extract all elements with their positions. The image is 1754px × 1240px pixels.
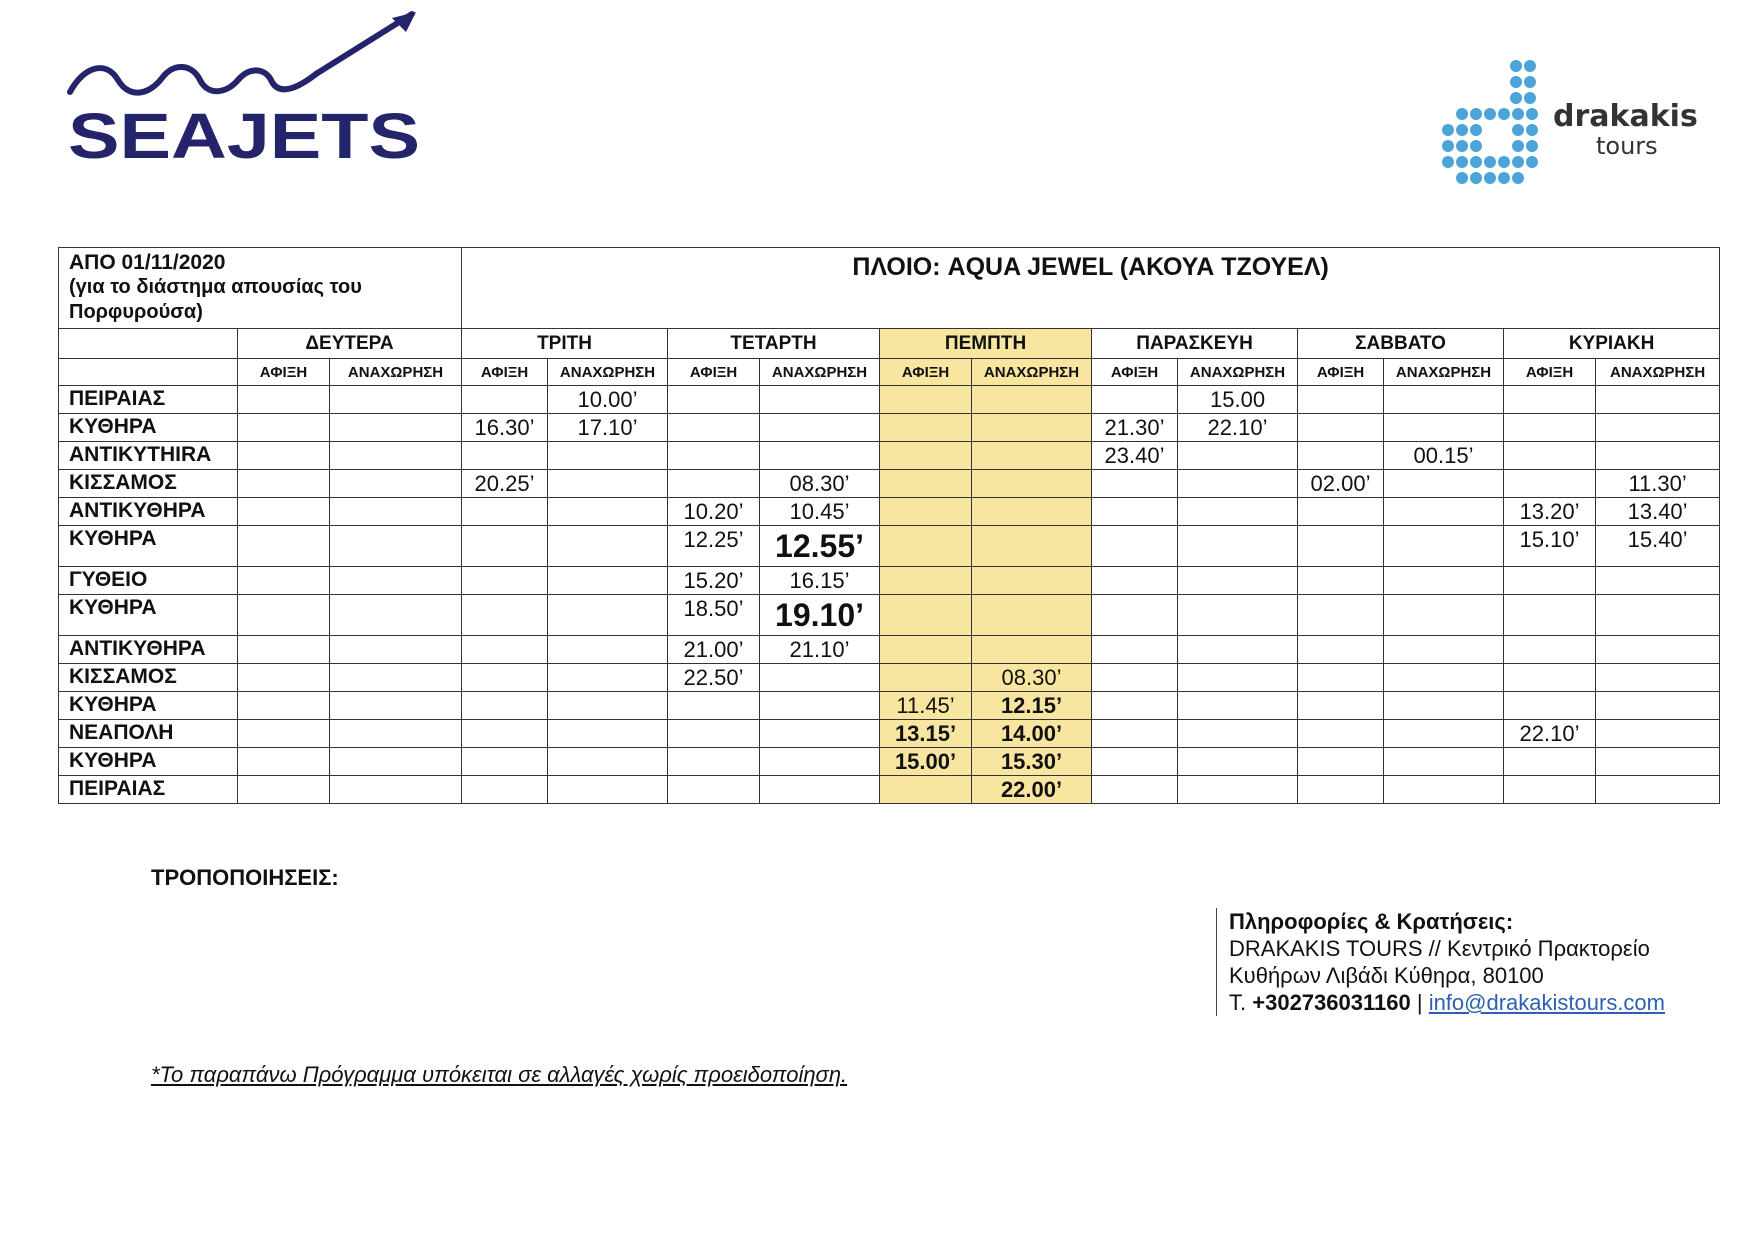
arrival-time-cell: [1092, 748, 1178, 776]
departure-time-cell: [330, 720, 462, 748]
arrival-time-cell: [238, 748, 330, 776]
departure-time-cell: [760, 776, 880, 804]
arrival-time-cell: [880, 470, 972, 498]
arrival-time-cell: [880, 498, 972, 526]
arrival-time-cell: [238, 664, 330, 692]
departure-time-cell: [1384, 692, 1504, 720]
arrival-time-cell: [668, 386, 760, 414]
contact-block: [1216, 908, 1665, 1016]
arrival-time-cell: [880, 442, 972, 470]
arrival-time-cell: [880, 595, 972, 636]
departure-time-cell: [1596, 442, 1720, 470]
day-header: ΠΕΜΠΤΗ: [880, 329, 1092, 359]
arrival-time-cell: [668, 692, 760, 720]
departure-time-cell: [1178, 470, 1298, 498]
departure-time-cell: [548, 567, 668, 595]
arrival-time-cell: [1298, 664, 1384, 692]
arrival-time-cell: [238, 776, 330, 804]
port-name: ΚΥΘΗΡΑ: [59, 748, 238, 776]
schedule-info: [59, 248, 462, 329]
arrival-time-cell: [238, 470, 330, 498]
departure-time-cell: [1596, 386, 1720, 414]
departure-time-cell: [1178, 442, 1298, 470]
subheader-row: [59, 359, 1720, 386]
departure-time-cell: 12.55’: [760, 526, 880, 567]
modifications-label: ΤΡΟΠΟΠΟΙΗΣΕΙΣ:: [151, 865, 339, 890]
arrival-time-cell: [880, 526, 972, 567]
arrival-time-cell: [1504, 776, 1596, 804]
departure-header: ΑΝΑΧΩΡΗΣΗ: [972, 359, 1092, 386]
arrival-time-cell: 15.20’: [668, 567, 760, 595]
departure-time-cell: 15.40’: [1596, 526, 1720, 567]
arrival-time-cell: 13.20’: [1504, 498, 1596, 526]
arrival-time-cell: [668, 776, 760, 804]
departure-time-cell: 17.10’: [548, 414, 668, 442]
departure-header: ΑΝΑΧΩΡΗΣΗ: [548, 359, 668, 386]
drakakis-logo-name: drakakis: [1553, 99, 1698, 134]
departure-time-cell: 10.45’: [760, 498, 880, 526]
arrival-time-cell: [1298, 567, 1384, 595]
arrival-time-cell: [1504, 567, 1596, 595]
table-row: [59, 442, 1720, 470]
ship-title: ΠΛΟΙΟ: AQUA JEWEL (ΑΚΟΥΑ ΤΖΟΥΕΛ): [462, 248, 1720, 329]
arrival-time-cell: 15.10’: [1504, 526, 1596, 567]
arrival-time-cell: [1298, 748, 1384, 776]
departure-time-cell: [760, 414, 880, 442]
departure-time-cell: 22.10’: [1178, 414, 1298, 442]
day-header: ΔΕΥΤΕΡΑ: [238, 329, 462, 359]
arrival-time-cell: [238, 567, 330, 595]
day-header-row: [59, 329, 1720, 359]
arrival-time-cell: [1298, 526, 1384, 567]
arrival-time-cell: [238, 442, 330, 470]
arrival-time-cell: [238, 414, 330, 442]
departure-time-cell: [330, 498, 462, 526]
departure-time-cell: [330, 442, 462, 470]
departure-time-cell: [1596, 720, 1720, 748]
port-name: ΚΥΘΗΡΑ: [59, 526, 238, 567]
arrival-time-cell: [462, 748, 548, 776]
arrival-time-cell: 15.00’: [880, 748, 972, 776]
arrival-time-cell: [462, 567, 548, 595]
arrival-time-cell: [238, 720, 330, 748]
arrival-header: ΑΦΙΞΗ: [668, 359, 760, 386]
departure-time-cell: [1596, 567, 1720, 595]
port-name: ΚΥΘΗΡΑ: [59, 414, 238, 442]
arrival-time-cell: 18.50’: [668, 595, 760, 636]
departure-time-cell: [1178, 498, 1298, 526]
schedule-note-line2: Πορφυρούσα): [69, 301, 203, 323]
departure-time-cell: [760, 692, 880, 720]
arrival-time-cell: [1298, 595, 1384, 636]
drakakis-tours-logo: [1438, 58, 1708, 188]
arrival-time-cell: 10.20’: [668, 498, 760, 526]
arrival-time-cell: [880, 636, 972, 664]
phone-prefix: T.: [1229, 990, 1247, 1015]
arrival-time-cell: [880, 567, 972, 595]
departure-time-cell: [1384, 720, 1504, 748]
departure-time-cell: 08.30’: [760, 470, 880, 498]
departure-time-cell: [1384, 664, 1504, 692]
departure-time-cell: [1384, 470, 1504, 498]
table-row: [59, 776, 1720, 804]
departure-time-cell: [1596, 664, 1720, 692]
table-row: [59, 692, 1720, 720]
arrival-time-cell: [462, 664, 548, 692]
departure-time-cell: [330, 636, 462, 664]
departure-time-cell: [972, 470, 1092, 498]
departure-time-cell: [330, 664, 462, 692]
header-row: [59, 248, 1720, 329]
departure-time-cell: [330, 386, 462, 414]
departure-time-cell: 13.40’: [1596, 498, 1720, 526]
arrival-time-cell: [1092, 720, 1178, 748]
departure-time-cell: [1596, 748, 1720, 776]
table-row: [59, 498, 1720, 526]
arrival-time-cell: [1298, 776, 1384, 804]
departure-time-cell: [1384, 595, 1504, 636]
disclaimer: *Το παραπάνω Πρόγραμμα υπόκειται σε αλλαγές χωρίς προειδοποίηση.: [151, 1062, 848, 1087]
port-name: ΚΥΘΗΡΑ: [59, 595, 238, 636]
departure-time-cell: [330, 414, 462, 442]
timetable: [58, 247, 1720, 804]
phone-number[interactable]: +302736031160: [1252, 990, 1411, 1015]
arrival-time-cell: [668, 720, 760, 748]
arrival-time-cell: [1504, 692, 1596, 720]
arrival-time-cell: [462, 442, 548, 470]
table-row: [59, 414, 1720, 442]
drakakis-logo-sub: tours: [1596, 132, 1658, 160]
departure-time-cell: [1596, 692, 1720, 720]
departure-time-cell: [760, 720, 880, 748]
departure-time-cell: [548, 526, 668, 567]
departure-time-cell: [1384, 526, 1504, 567]
schedule-note-line1: (για το διάστημα απουσίας του: [69, 276, 362, 298]
departure-time-cell: [972, 414, 1092, 442]
arrival-time-cell: [1092, 595, 1178, 636]
table-row: [59, 526, 1720, 567]
arrival-time-cell: [1504, 414, 1596, 442]
arrival-time-cell: [1092, 664, 1178, 692]
arrival-time-cell: 13.15’: [880, 720, 972, 748]
arrival-time-cell: [462, 498, 548, 526]
departure-header: ΑΝΑΧΩΡΗΣΗ: [1596, 359, 1720, 386]
arrival-time-cell: 16.30’: [462, 414, 548, 442]
departure-time-cell: [548, 720, 668, 748]
table-row: [59, 567, 1720, 595]
arrival-time-cell: 12.25’: [668, 526, 760, 567]
arrival-time-cell: [880, 664, 972, 692]
arrival-header: ΑΦΙΞΗ: [880, 359, 972, 386]
arrival-time-cell: 21.00’: [668, 636, 760, 664]
arrival-time-cell: [880, 414, 972, 442]
arrival-time-cell: [238, 692, 330, 720]
table-row: [59, 595, 1720, 636]
departure-time-cell: [1178, 526, 1298, 567]
departure-time-cell: [330, 748, 462, 776]
port-name: ΚΥΘΗΡΑ: [59, 692, 238, 720]
departure-header: ΑΝΑΧΩΡΗΣΗ: [1178, 359, 1298, 386]
departure-time-cell: 16.15’: [760, 567, 880, 595]
table-row: [59, 386, 1720, 414]
departure-time-cell: [760, 748, 880, 776]
arrival-time-cell: 23.40’: [1092, 442, 1178, 470]
subheader-empty: [59, 359, 238, 386]
departure-time-cell: [1384, 636, 1504, 664]
table-row: [59, 748, 1720, 776]
departure-time-cell: [548, 664, 668, 692]
departure-time-cell: [972, 442, 1092, 470]
departure-time-cell: [548, 470, 668, 498]
day-header: ΤΡΙΤΗ: [462, 329, 668, 359]
departure-time-cell: 19.10’: [760, 595, 880, 636]
departure-time-cell: [972, 526, 1092, 567]
arrival-time-cell: [1092, 636, 1178, 664]
arrival-time-cell: [880, 386, 972, 414]
departure-time-cell: [1384, 414, 1504, 442]
arrival-time-cell: [1298, 636, 1384, 664]
port-name: ΠΕΙΡΑΙΑΣ: [59, 386, 238, 414]
arrival-time-cell: [668, 748, 760, 776]
arrival-time-cell: [1298, 720, 1384, 748]
table-row: [59, 636, 1720, 664]
arrival-time-cell: [1504, 595, 1596, 636]
arrival-time-cell: [238, 636, 330, 664]
port-name: ΝΕΑΠΟΛΗ: [59, 720, 238, 748]
arrival-time-cell: 22.50’: [668, 664, 760, 692]
day-header: ΚΥΡΙΑΚΗ: [1504, 329, 1720, 359]
arrival-header: ΑΦΙΞΗ: [1092, 359, 1178, 386]
arrival-time-cell: [668, 414, 760, 442]
departure-time-cell: [1178, 664, 1298, 692]
arrival-time-cell: [1504, 470, 1596, 498]
arrival-time-cell: 21.30’: [1092, 414, 1178, 442]
departure-time-cell: [1178, 595, 1298, 636]
departure-time-cell: [1384, 748, 1504, 776]
arrival-time-cell: [462, 595, 548, 636]
day-header: ΤΕΤΑΡΤΗ: [668, 329, 880, 359]
arrival-time-cell: [462, 720, 548, 748]
arrival-time-cell: [1298, 498, 1384, 526]
departure-time-cell: [548, 636, 668, 664]
email-link[interactable]: info@drakakistours.com: [1428, 990, 1665, 1015]
departure-time-cell: 12.15’: [972, 692, 1092, 720]
arrival-time-cell: [1298, 414, 1384, 442]
table-row: [59, 720, 1720, 748]
departure-time-cell: 08.30’: [972, 664, 1092, 692]
contact-phone-line: [1229, 989, 1665, 1016]
departure-time-cell: [548, 498, 668, 526]
arrival-header: ΑΦΙΞΗ: [1298, 359, 1384, 386]
departure-time-cell: [330, 526, 462, 567]
arrival-time-cell: [668, 470, 760, 498]
arrival-time-cell: [1092, 386, 1178, 414]
contact-address: Κυθήρων Λιβάδι Κύθηρα, 80100: [1229, 963, 1544, 988]
schedule-date: ΑΠΟ 01/11/2020: [69, 251, 226, 274]
port-name: ΚΙΣΣΑΜΟΣ: [59, 470, 238, 498]
departure-time-cell: [330, 595, 462, 636]
arrival-time-cell: [1092, 567, 1178, 595]
departure-time-cell: 15.30’: [972, 748, 1092, 776]
arrival-time-cell: [1298, 442, 1384, 470]
arrival-time-cell: [462, 636, 548, 664]
departure-time-cell: [972, 498, 1092, 526]
departure-time-cell: 15.00: [1178, 386, 1298, 414]
seajets-logo-text: SEAJETS: [68, 100, 420, 163]
port-name: ΑΝΤΙΚΥΘΗΡΑ: [59, 498, 238, 526]
departure-time-cell: 14.00’: [972, 720, 1092, 748]
arrival-time-cell: [880, 776, 972, 804]
arrival-header: ΑΦΙΞΗ: [1504, 359, 1596, 386]
arrival-time-cell: [1298, 692, 1384, 720]
departure-time-cell: [548, 692, 668, 720]
departure-time-cell: [548, 748, 668, 776]
departure-header: ΑΝΑΧΩΡΗΣΗ: [1384, 359, 1504, 386]
departure-time-cell: [548, 595, 668, 636]
departure-time-cell: 00.15’: [1384, 442, 1504, 470]
arrival-time-cell: [1504, 748, 1596, 776]
arrival-time-cell: 20.25’: [462, 470, 548, 498]
departure-time-cell: [972, 386, 1092, 414]
departure-time-cell: [548, 442, 668, 470]
seajets-wave-arrow: [70, 14, 412, 93]
departure-time-cell: 10.00’: [548, 386, 668, 414]
departure-time-cell: 22.00’: [972, 776, 1092, 804]
arrival-time-cell: [1092, 470, 1178, 498]
arrival-time-cell: [238, 498, 330, 526]
day-header: ΣΑΒΒΑΤΟ: [1298, 329, 1504, 359]
departure-time-cell: [1178, 636, 1298, 664]
port-name: ΠΕΙΡΑΙΑΣ: [59, 776, 238, 804]
departure-time-cell: [1596, 776, 1720, 804]
arrival-time-cell: [1298, 386, 1384, 414]
seajets-logo: [66, 8, 426, 163]
arrival-time-cell: [1504, 386, 1596, 414]
departure-time-cell: [1384, 776, 1504, 804]
port-name: ΑΝΤΙΚΥΘΗΡΑ: [59, 636, 238, 664]
departure-time-cell: [972, 595, 1092, 636]
arrival-time-cell: [238, 386, 330, 414]
departure-header: ΑΝΑΧΩΡΗΣΗ: [760, 359, 880, 386]
departure-time-cell: [1178, 776, 1298, 804]
departure-time-cell: [972, 567, 1092, 595]
departure-time-cell: [1596, 595, 1720, 636]
departure-time-cell: [1178, 748, 1298, 776]
drakakis-dots-mark: [1442, 60, 1538, 184]
arrival-time-cell: [1092, 776, 1178, 804]
departure-time-cell: [330, 567, 462, 595]
table-row: [59, 664, 1720, 692]
arrival-time-cell: [1092, 498, 1178, 526]
departure-time-cell: [760, 442, 880, 470]
departure-time-cell: [760, 386, 880, 414]
arrival-time-cell: [462, 776, 548, 804]
arrival-time-cell: [238, 526, 330, 567]
timetable-body: [59, 386, 1720, 804]
departure-header: ΑΝΑΧΩΡΗΣΗ: [330, 359, 462, 386]
departure-time-cell: [1384, 567, 1504, 595]
arrival-time-cell: [668, 442, 760, 470]
departure-time-cell: [330, 692, 462, 720]
arrival-time-cell: 02.00’: [1298, 470, 1384, 498]
departure-time-cell: [760, 664, 880, 692]
table-row: [59, 470, 1720, 498]
departure-time-cell: [1596, 636, 1720, 664]
port-name: ΚΙΣΣΑΜΟΣ: [59, 664, 238, 692]
departure-time-cell: [1178, 692, 1298, 720]
day-header-empty: [59, 329, 238, 359]
arrival-time-cell: [1092, 526, 1178, 567]
contact-separator: |: [1416, 990, 1423, 1015]
day-header: ΠΑΡΑΣΚΕΥΗ: [1092, 329, 1298, 359]
departure-time-cell: [972, 636, 1092, 664]
departure-time-cell: [1178, 567, 1298, 595]
contact-title: Πληροφορίες & Κρατήσεις:: [1229, 909, 1514, 934]
departure-time-cell: [330, 470, 462, 498]
departure-time-cell: 11.30’: [1596, 470, 1720, 498]
arrival-header: ΑΦΙΞΗ: [238, 359, 330, 386]
departure-time-cell: [1178, 720, 1298, 748]
port-name: ANTIKYTHIRA: [59, 442, 238, 470]
arrival-time-cell: [1504, 442, 1596, 470]
arrival-time-cell: [462, 526, 548, 567]
arrival-time-cell: [1504, 664, 1596, 692]
arrival-time-cell: [238, 595, 330, 636]
arrival-time-cell: 22.10’: [1504, 720, 1596, 748]
departure-time-cell: [330, 776, 462, 804]
port-name: ΓΥΘΕΙΟ: [59, 567, 238, 595]
arrival-header: ΑΦΙΞΗ: [462, 359, 548, 386]
arrival-time-cell: 11.45’: [880, 692, 972, 720]
arrival-time-cell: [1504, 636, 1596, 664]
departure-time-cell: [548, 776, 668, 804]
contact-agency: DRAKAKIS TOURS // Κεντρικό Πρακτορείο: [1229, 936, 1650, 961]
arrival-time-cell: [462, 692, 548, 720]
arrival-time-cell: [462, 386, 548, 414]
departure-time-cell: [1596, 414, 1720, 442]
departure-time-cell: [1384, 498, 1504, 526]
departure-time-cell: 21.10’: [760, 636, 880, 664]
arrival-time-cell: [1092, 692, 1178, 720]
departure-time-cell: [1384, 386, 1504, 414]
